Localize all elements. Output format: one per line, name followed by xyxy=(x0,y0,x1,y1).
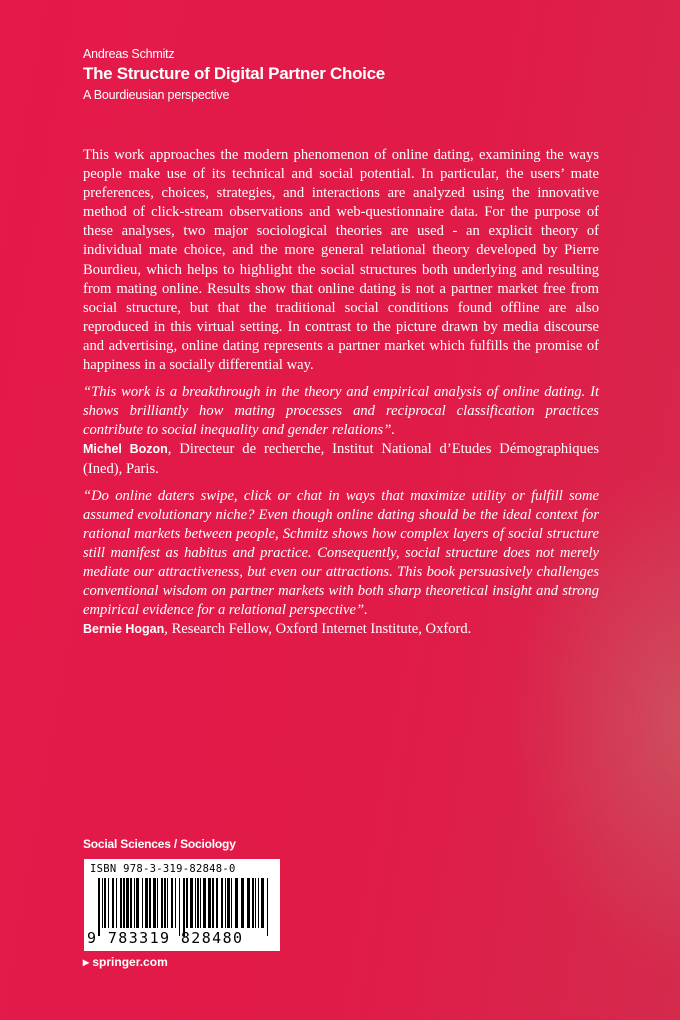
barcode-bar xyxy=(179,878,180,936)
quote-attribution xyxy=(83,440,599,478)
barcode-bar xyxy=(157,878,158,928)
publisher-link-text: springer.com xyxy=(92,955,168,969)
quote-affiliation: , Research Fellow, Oxford Internet Institute, Oxford. xyxy=(164,621,472,638)
barcode-bar xyxy=(183,878,185,936)
barcode-bars xyxy=(92,878,272,936)
isbn-barcode xyxy=(84,859,280,951)
quote-text: “Do online daters swipe, click or chat in ways that maximize utility or fulfill some assumed evolutionary niche? Even though online dating should be the ideal context for rational markets between people, Schmitz shows how complex layers of social structure still manifest as habitus and practice. Consequently, social structure does not merely mediate our attractiveness, but even our attractions. This book persuasively challenges conventional wisdom on partner markets with both sharp theoretical insight and strong empirical evidence for a relational perspective”. xyxy=(83,487,599,619)
barcode-bar xyxy=(227,878,230,928)
arrow-right-icon: ▸ xyxy=(83,955,90,969)
barcode-bar xyxy=(167,878,168,928)
barcode-bar xyxy=(186,878,188,928)
barcode-bar xyxy=(197,878,199,928)
book-subtitle: A Bourdieusian perspective xyxy=(83,88,230,102)
back-cover-text xyxy=(83,146,599,647)
barcode-bar xyxy=(108,878,109,928)
barcode-bar xyxy=(258,878,259,928)
barcode-bar xyxy=(208,878,211,928)
isbn-label: ISBN 978-3-319-82848-0 xyxy=(90,863,236,875)
barcode-bar xyxy=(175,878,176,928)
publisher-link[interactable] xyxy=(83,955,168,969)
barcode-bar xyxy=(153,878,156,928)
barcode-bar xyxy=(190,878,193,928)
barcode-bar xyxy=(255,878,256,928)
barcode-bar xyxy=(267,878,268,936)
quote-attribution xyxy=(83,620,599,639)
barcode-bar xyxy=(200,878,201,928)
barcode-bar xyxy=(241,878,244,928)
barcode-bar xyxy=(221,878,223,928)
barcode-bar xyxy=(171,878,173,928)
barcode-bar xyxy=(120,878,122,928)
barcode-bar xyxy=(116,878,117,928)
barcode-bar xyxy=(134,878,135,928)
barcode-bar xyxy=(149,878,151,928)
quote-text: “This work is a breakthrough in the theory and empirical analysis of online dating. It shows brilliantly how mating processes and reciprocal classification practices contribute to social inequality and gender relations”. xyxy=(83,384,599,439)
barcode-bar xyxy=(123,878,125,928)
barcode-bar xyxy=(212,878,214,928)
barcode-bar xyxy=(102,878,103,928)
barcode-bar xyxy=(203,878,206,928)
barcode-bar xyxy=(136,878,139,928)
barcode-bar xyxy=(247,878,250,928)
barcode-bar xyxy=(261,878,264,928)
barcode-bar xyxy=(145,878,148,928)
subject-category: Social Sciences / Sociology xyxy=(83,837,236,851)
author-name: Andreas Schmitz xyxy=(83,47,175,61)
barcode-bar xyxy=(235,878,238,928)
barcode-bar xyxy=(195,878,196,928)
quote-author: Michel Bozon xyxy=(83,442,168,457)
barcode-number: 9 783319 828480 xyxy=(87,929,244,947)
cover-header xyxy=(83,47,385,102)
barcode-bar xyxy=(104,878,106,928)
barcode-bar xyxy=(225,878,226,928)
barcode-bar xyxy=(98,878,100,936)
barcode-bar xyxy=(126,878,129,928)
barcode-bar xyxy=(112,878,114,928)
book-title: The Structure of Digital Partner Choice xyxy=(83,64,385,83)
barcode-bar xyxy=(231,878,232,928)
barcode-bar xyxy=(130,878,132,928)
quote-affiliation: , Directeur de recherche, Institut National d’Etudes Démographiques (Ined), Paris. xyxy=(83,441,599,477)
description: This work approaches the modern phenomenon of online dating, examining the ways people make use of its technical and social potential. In particular, the users’ mate preferences, choices, strategies, and interactions are analyzed using the innovative method of click-stream observations and web-questionnaire data. For the purpose of these analyses, two major sociological theories are used - an explicit theory of individual mate choice, and the more general relational theory developed by Pierre Bourdieu, which helps to highlight the social structures both underlying and resulting from mating online. Results show that online dating is not a partner market free from social structure, but that the traditional social conditions found offline are also reproduced in this virtual setting. In contrast to the picture drawn by media discourse and advertising, online dating represents a partner market which fulfills the promise of happiness in a socially differential way. xyxy=(83,147,599,374)
barcode-bar xyxy=(161,878,163,928)
barcode-bar xyxy=(252,878,254,928)
quote-author: Bernie Hogan xyxy=(83,622,165,637)
barcode-bar xyxy=(216,878,218,928)
barcode-bar xyxy=(142,878,143,928)
barcode-bar xyxy=(164,878,166,928)
